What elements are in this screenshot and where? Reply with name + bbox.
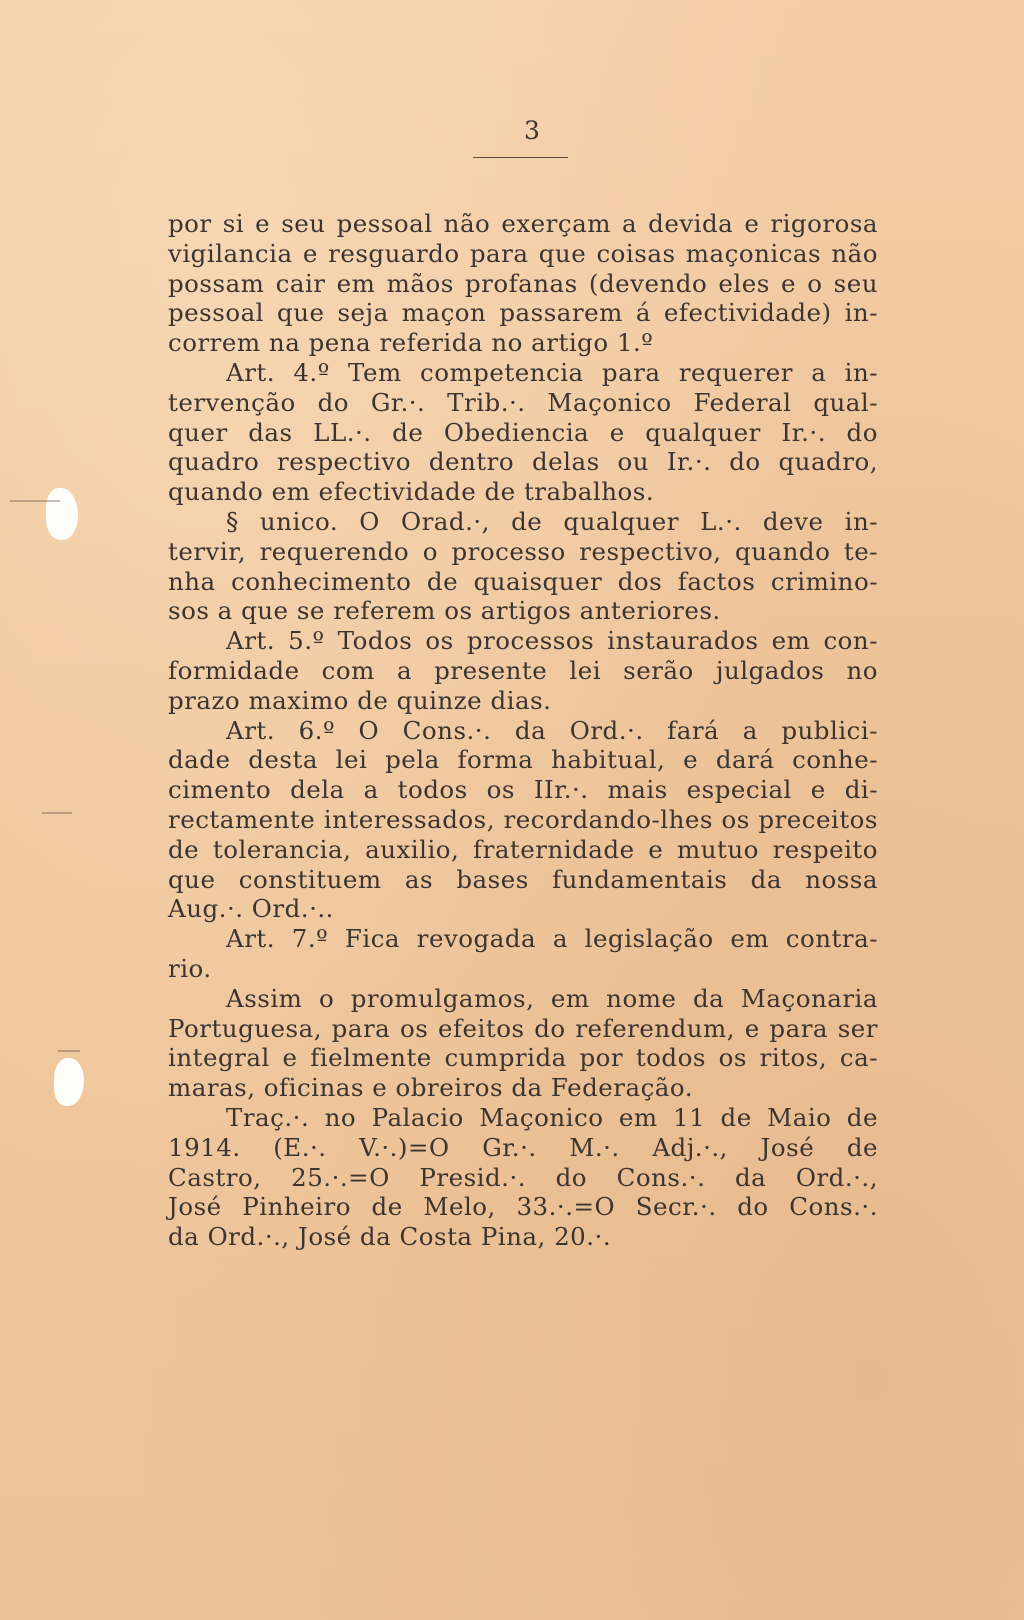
text-line: Art. 7.º Fica revogada a legislação em contra- (226, 924, 878, 954)
text-line: de tolerancia, auxilio, fraternidade e mutuo respeito (168, 834, 878, 864)
text-line: Castro, 25.·.=O Presid.·. do Cons.·. da Ord.·., (168, 1162, 878, 1192)
text-line: tervir, requerendo o processo respectivo, quando te- (168, 536, 878, 566)
binding-mark-bottom (58, 1050, 80, 1052)
text-line: sos a que se referem os artigos anteriores. (168, 596, 721, 626)
text-line: que constituem as bases fundamentais da nossa (168, 864, 878, 894)
text-line: 1914. (E.·. V.·.)=O Gr.·. M.·. Adj.·., José de (168, 1132, 878, 1162)
text-line: vigilancia e resguardo para que coisas maçonicas não (168, 238, 878, 268)
text-line: § unico. O Orad.·, de qualquer L.·. deve in- (226, 506, 878, 536)
text-line: nha conhecimento de quaisquer dos factos crimino- (168, 566, 878, 596)
text-line: rectamente interessados, recordando-lhes os preceitos (168, 804, 878, 834)
text-line: Traç.·. no Palacio Maçonico em 11 de Maio de (226, 1102, 878, 1132)
binding-mark-top (10, 500, 60, 502)
text-line: quer das LL.·. de Obediencia e qualquer Ir.·. do (168, 417, 878, 447)
text-line: Portuguesa, para os efeitos do referendum, e para ser (168, 1013, 878, 1043)
text-line: dade desta lei pela forma habitual, e dará conhe- (168, 745, 878, 775)
text-line: por si e seu pessoal não exerçam a devida e rigorosa (168, 209, 878, 238)
page-number-rule (473, 157, 568, 158)
binding-mark-middle (42, 812, 72, 814)
text-line: pessoal que seja maçon passarem á efectividade) in- (168, 298, 878, 328)
body-text (168, 209, 878, 1252)
text-line: Aug.·. Ord.·.. (168, 894, 334, 924)
text-line: tervenção do Gr.·. Trib.·. Maçonico Federal qual- (168, 387, 878, 417)
binding-hole-bottom (54, 1058, 84, 1106)
text-line: Art. 5.º Todos os processos instaurados em con- (226, 626, 878, 656)
binding-hole-top (46, 488, 78, 540)
text-line: formidade com a presente lei serão julgados no (168, 655, 878, 685)
text-line: possam cair em mãos profanas (devendo eles e o seu (168, 268, 878, 298)
text-line: integral e fielmente cumprida por todos os ritos, ca- (168, 1043, 878, 1073)
text-line: cimento dela a todos os IIr.·. mais especial e di- (168, 775, 878, 805)
text-line: da Ord.·., José da Costa Pina, 20.·. (168, 1222, 612, 1252)
text-line: correm na pena referida no artigo 1.º (168, 328, 654, 358)
text-line: Art. 6.º O Cons.·. da Ord.·. fará a publici- (226, 715, 878, 745)
text-line: quando em efectividade de trabalhos. (168, 477, 655, 507)
text-line: quadro respectivo dentro delas ou Ir.·. do quadro, (168, 447, 878, 477)
text-line: prazo maximo de quinze dias. (168, 685, 552, 715)
text-line: José Pinheiro de Melo, 33.·.=O Secr.·. do Cons.·. (168, 1192, 878, 1222)
page-number: 3 (524, 116, 540, 145)
text-line: rio. (168, 953, 212, 983)
text-line: Assim o promulgamos, em nome da Maçonaria (226, 983, 878, 1013)
text-line: maras, oficinas e obreiros da Federação. (168, 1073, 694, 1103)
text-line: Art. 4.º Tem competencia para requerer a in- (226, 357, 878, 387)
